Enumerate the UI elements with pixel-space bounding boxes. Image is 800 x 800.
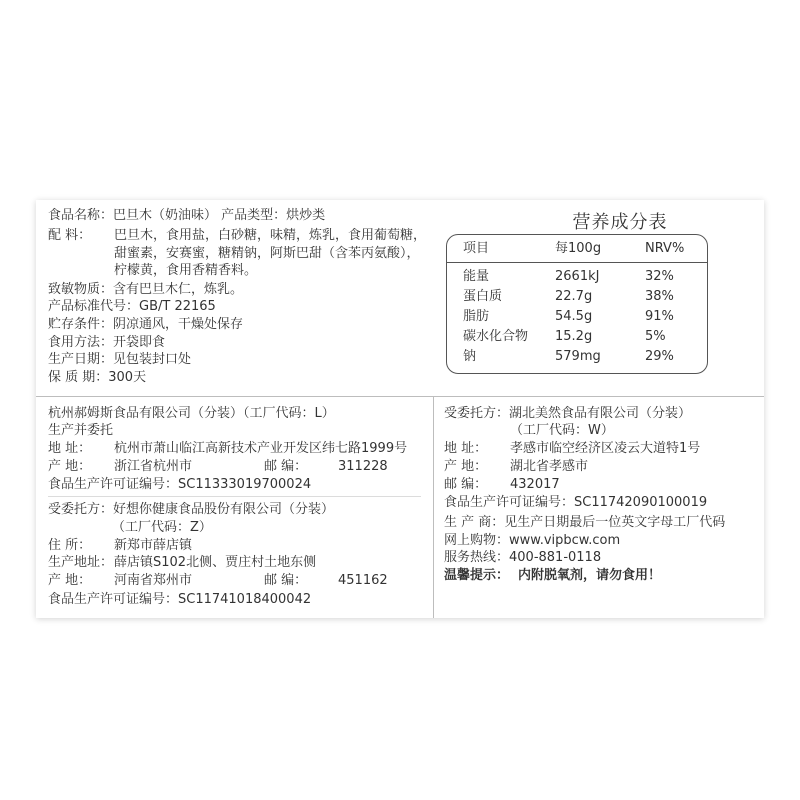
horizontal-divider: [36, 396, 764, 397]
producer-address-label: 地 址：: [48, 441, 92, 456]
nutrition-row-nrv: 32%: [645, 269, 674, 284]
producer-origin-label: 产 地：: [48, 459, 92, 474]
warning-label: 温馨提示：: [444, 568, 510, 583]
entrusted-z-origin: 河南省郑州市: [114, 573, 193, 588]
nutrition-row-nrv: 29%: [645, 349, 674, 364]
shelf-life-line: 保 质 期：300天: [48, 370, 147, 385]
entrusted-w-license: 食品生产许可证编号：SC11742090100019: [444, 495, 708, 510]
ingredients-line-3: 柠檬黄，食用香精香料。: [114, 263, 258, 278]
nutrition-table: [446, 234, 708, 374]
nutrition-row-name: 碳水化合物: [463, 329, 529, 344]
producer-role: 生产并委托: [48, 423, 114, 438]
allergen-line: 致敏物质：含有巴旦木仁，炼乳。: [48, 282, 244, 297]
standard-line: 产品标准代号：GB/T 22165: [48, 299, 216, 314]
entrusted-z-prod-addr-label: 生产地址：: [48, 555, 114, 570]
warning-text: 内附脱氧剂，请勿食用！: [518, 568, 662, 583]
nutrition-header-nrv: NRV%: [645, 241, 685, 256]
ingredients-line-1: 巴旦木，食用盐，白砂糖，味精，炼乳，食用葡萄糖，: [114, 228, 427, 243]
entrusted-z-origin-label: 产 地：: [48, 573, 92, 588]
entrusted-w-code: （工厂代码：W）: [510, 423, 614, 438]
entrusted-z-prod-addr: 薛店镇S102北侧、贾庄村土地东侧: [114, 555, 317, 570]
entrusted-w-origin-label: 产 地：: [444, 459, 488, 474]
producer-postcode-label: 邮 编：: [264, 459, 308, 474]
nutrition-row-name: 蛋白质: [463, 289, 503, 304]
nutrition-row-nrv: 38%: [645, 289, 674, 304]
production-date-line: 生产日期：见包装封口处: [48, 352, 192, 367]
entrusted-w-origin: 湖北省孝感市: [510, 459, 589, 474]
entrusted-w-postcode: 432017: [510, 477, 560, 492]
entrusted-w-manufacturer: 生 产 商：见生产日期最后一位英文字母工厂代码: [444, 515, 726, 530]
entrusted-z-postcode: 451162: [338, 573, 388, 588]
producer-address: 杭州市萧山临江高新技术产业开发区纬七路1999号: [114, 441, 408, 456]
nutrition-row-value: 15.2g: [555, 329, 593, 344]
vertical-divider: [433, 397, 434, 618]
label-panel: [36, 200, 764, 618]
nutrition-row-nrv: 5%: [645, 329, 666, 344]
nutrition-header-per100g: 每100g: [555, 241, 602, 256]
usage-line: 食用方法：开袋即食: [48, 335, 166, 350]
producer-company: 杭州郝姆斯食品有限公司（分装）（工厂代码：L）: [48, 406, 335, 421]
storage-line: 贮存条件：阴凉通风，干燥处保存: [48, 317, 244, 332]
nutrition-row-value: 22.7g: [555, 289, 593, 304]
nutrition-row-nrv: 91%: [645, 309, 674, 324]
entrusted-w-address: 孝感市临空经济区凌云大道特1号: [510, 441, 701, 456]
producer-license: 食品生产许可证编号：SC11333019700024: [48, 477, 312, 492]
left-sub-divider: [48, 496, 421, 497]
entrusted-w-line1: 受委托方：湖北美然食品有限公司（分装）: [444, 406, 692, 421]
entrusted-z-postcode-label: 邮 编：: [264, 573, 308, 588]
product-name-line: 食品名称：巴旦木（奶油味） 产品类型：烘炒类: [48, 208, 326, 223]
entrusted-w-online: 网上购物：www.vipbcw.com: [444, 533, 621, 548]
nutrition-header-item: 项目: [463, 241, 490, 256]
producer-origin: 浙江省杭州市: [114, 459, 193, 474]
ingredients-label: 配 料：: [48, 228, 92, 243]
entrusted-z-code: （工厂代码：Z）: [112, 520, 212, 535]
nutrition-row-value: 579mg: [555, 349, 601, 364]
nutrition-divider: [447, 262, 707, 263]
entrusted-z-line1: 受委托方：好想你健康食品股份有限公司（分装）: [48, 502, 335, 517]
nutrition-row-value: 2661kJ: [555, 269, 600, 284]
entrusted-z-residence: 新郑市薛店镇: [114, 538, 193, 553]
entrusted-z-residence-label: 住 所：: [48, 538, 92, 553]
entrusted-z-license: 食品生产许可证编号：SC11741018400042: [48, 592, 312, 607]
entrusted-w-hotline: 服务热线：400-881-0118: [444, 550, 602, 565]
nutrition-row-name: 脂肪: [463, 309, 490, 324]
entrusted-w-postcode-label: 邮 编：: [444, 477, 488, 492]
nutrition-row-value: 54.5g: [555, 309, 593, 324]
nutrition-title: 营养成分表: [572, 212, 668, 233]
ingredients-line-2: 甜蜜素，安赛蜜，糖精钠，阿斯巴甜（含苯丙氨酸），: [114, 246, 420, 261]
producer-postcode: 311228: [338, 459, 388, 474]
entrusted-w-address-label: 地 址：: [444, 441, 488, 456]
nutrition-row-name: 钠: [463, 349, 477, 364]
nutrition-row-name: 能量: [463, 269, 490, 284]
